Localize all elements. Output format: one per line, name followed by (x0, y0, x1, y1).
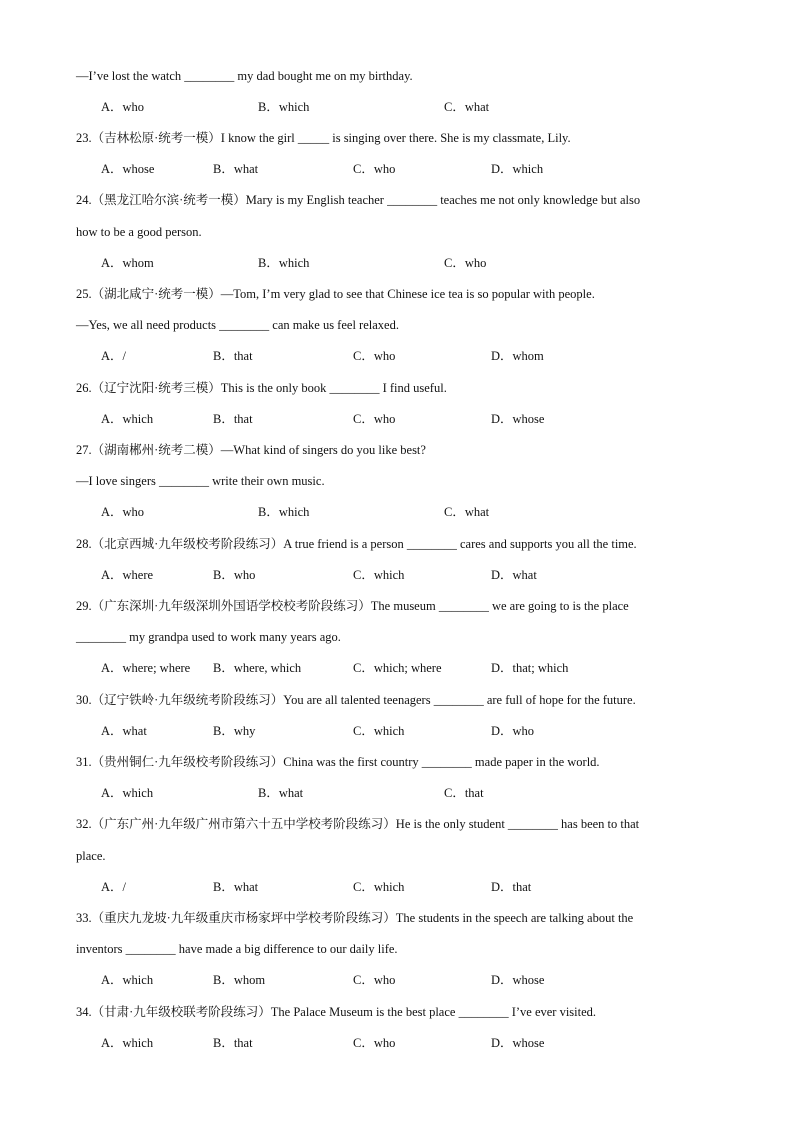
q32-option-b: B．what (213, 880, 259, 894)
q27-option-c: C．what (444, 505, 490, 519)
q27-option-a: A．who (101, 505, 145, 519)
q30-option-b: B．why (213, 724, 256, 738)
q32-option-d: D．that (491, 880, 532, 894)
q31-option-a: A．which (101, 786, 154, 800)
question-26-text: 26.（辽宁沈阳·统考三模）This is the only book ________ I find useful. (76, 381, 447, 395)
question-28-text: 28.（北京西城·九年级校考阶段练习）A true friend is a person ________ cares and supports you all the time. (76, 537, 637, 551)
q27-option-b: B．which (258, 505, 310, 519)
q34-option-d: D．whose (491, 1036, 545, 1050)
question-22-text: —I’ve lost the watch ________ my dad bought me on my birthday. (76, 69, 413, 83)
q34-option-b: B．that (213, 1036, 253, 1050)
question-33-text: 33.（重庆九龙坡·九年级重庆市杨家坪中学校考阶段练习）The students in the speech are talking about the (76, 911, 634, 925)
question-30-text: 30.（辽宁铁岭·九年级统考阶段练习）You are all talented teenagers ________ are full of hope for the future. (76, 693, 636, 707)
question-32-text: 32.（广东广州·九年级广州市第六十五中学校考阶段练习）He is the only student ________ has been to that (76, 817, 640, 831)
question-32-text-cont: place. (76, 849, 106, 863)
q23-option-d: D．which (491, 162, 544, 176)
q29-option-c: C．which; where (353, 661, 442, 675)
q31-option-c: C．that (444, 786, 484, 800)
q28-option-b: B．who (213, 568, 256, 582)
q29-option-d: D．that; which (491, 661, 569, 675)
q26-option-b: B．that (213, 412, 253, 426)
q29-option-a: A．where; where (101, 661, 191, 675)
q25-option-d: D．whom (491, 349, 544, 363)
q22-option-c: C．what (444, 100, 490, 114)
q30-option-d: D．who (491, 724, 535, 738)
q22-option-a: A．who (101, 100, 145, 114)
question-27-text-cont: —I love singers ________ write their own music. (76, 474, 325, 488)
question-31-text: 31.（贵州铜仁·九年级校考阶段练习）China was the first country ________ made paper in the world. (76, 755, 600, 769)
question-34-text: 34.（甘肃·九年级校联考阶段练习）The Palace Museum is the best place ________ I’ve ever visited. (76, 1005, 597, 1019)
q30-option-c: C．which (353, 724, 405, 738)
q26-option-a: A．which (101, 412, 154, 426)
q28-option-d: D．what (491, 568, 537, 582)
q28-option-a: A．where (101, 568, 154, 582)
question-23-text: 23.（吉林松原·统考一模）I know the girl _____ is singing over there. She is my classmate, Lily. (76, 131, 571, 145)
question-29-text-cont: ________ my grandpa used to work many years ago. (76, 630, 341, 644)
q24-option-a: A．whom (101, 256, 154, 270)
question-25-text: 25.（湖北咸宁·统考一模）—Tom, I’m very glad to see that Chinese ice tea is so popular with people. (76, 287, 595, 301)
q24-option-b: B．which (258, 256, 310, 270)
q31-option-b: B．what (258, 786, 304, 800)
q24-option-c: C．who (444, 256, 487, 270)
q33-option-a: A．which (101, 973, 154, 987)
q26-option-d: D．whose (491, 412, 545, 426)
q34-option-a: A．which (101, 1036, 154, 1050)
q33-option-c: C．who (353, 973, 396, 987)
q32-option-c: C．which (353, 880, 405, 894)
q22-option-b: B．which (258, 100, 310, 114)
question-24-text: 24.（黑龙江哈尔滨·统考一模）Mary is my English teacher ________ teaches me not only knowledge but also (76, 193, 641, 207)
question-25-text-cont: —Yes, we all need products ________ can make us feel relaxed. (76, 318, 399, 332)
q30-option-a: A．what (101, 724, 147, 738)
q23-option-a: A．whose (101, 162, 155, 176)
q33-option-b: B．whom (213, 973, 266, 987)
question-33-text-cont: inventors ________ have made a big difference to our daily life. (76, 942, 398, 956)
q25-option-a: A．/ (101, 349, 127, 363)
q29-option-b: B．where, which (213, 661, 302, 675)
q34-option-c: C．who (353, 1036, 396, 1050)
question-27-text: 27.（湖南郴州·统考二模）—What kind of singers do you like best? (76, 443, 426, 457)
q23-option-b: B．what (213, 162, 259, 176)
q33-option-d: D．whose (491, 973, 545, 987)
q23-option-c: C．who (353, 162, 396, 176)
q32-option-a: A．/ (101, 880, 127, 894)
q25-option-b: B．that (213, 349, 253, 363)
question-29-text: 29.（广东深圳·九年级深圳外国语学校校考阶段练习）The museum ________ we are going to is the place (76, 599, 629, 613)
question-24-text-cont: how to be a good person. (76, 225, 202, 239)
q25-option-c: C．who (353, 349, 396, 363)
q28-option-c: C．which (353, 568, 405, 582)
q26-option-c: C．who (353, 412, 396, 426)
